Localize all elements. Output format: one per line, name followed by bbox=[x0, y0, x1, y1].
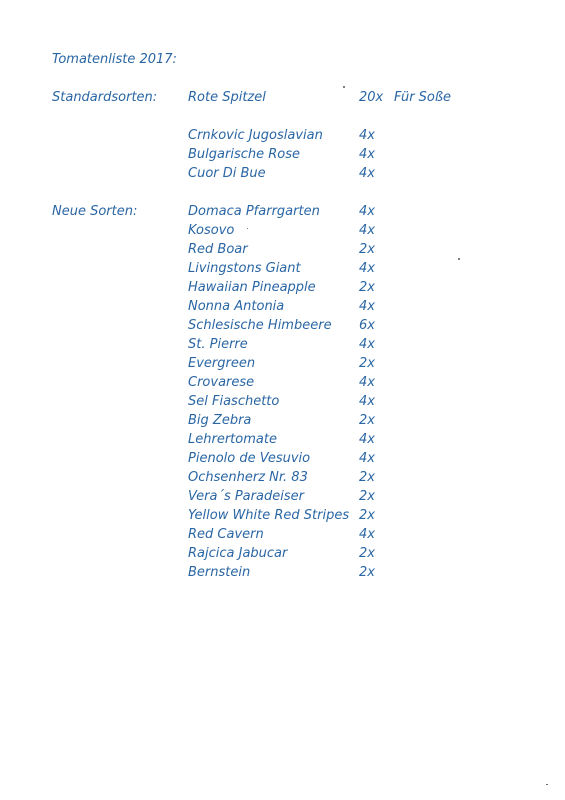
list-row bbox=[0, 413, 565, 432]
variety-quantity: 2x bbox=[359, 413, 375, 428]
variety-quantity: 2x bbox=[359, 489, 375, 504]
list-row bbox=[0, 90, 565, 109]
list-row bbox=[0, 166, 565, 185]
scan-speck bbox=[247, 228, 248, 229]
variety-quantity: 4x bbox=[359, 128, 375, 143]
variety-name: Rajcica Jabucar bbox=[188, 546, 288, 561]
variety-quantity: 4x bbox=[359, 337, 375, 352]
variety-quantity: 4x bbox=[359, 394, 375, 409]
list-row bbox=[0, 261, 565, 280]
variety-name: Yellow White Red Stripes bbox=[188, 508, 350, 523]
list-row bbox=[0, 470, 565, 489]
list-row bbox=[0, 489, 565, 508]
variety-quantity: 2x bbox=[359, 546, 375, 561]
variety-quantity: 2x bbox=[359, 356, 375, 371]
variety-quantity: 4x bbox=[359, 299, 375, 314]
variety-quantity: 4x bbox=[359, 204, 375, 219]
variety-name: Big Zebra bbox=[188, 413, 252, 428]
variety-name: Schlesische Himbeere bbox=[188, 318, 332, 333]
variety-quantity: 2x bbox=[359, 242, 375, 257]
scan-speck bbox=[458, 258, 460, 260]
variety-quantity: 2x bbox=[359, 280, 375, 295]
variety-quantity: 2x bbox=[359, 565, 375, 580]
list-row bbox=[0, 223, 565, 242]
variety-quantity: 4x bbox=[359, 166, 375, 181]
variety-quantity: 4x bbox=[359, 261, 375, 276]
variety-quantity: 2x bbox=[359, 508, 375, 523]
variety-quantity: 4x bbox=[359, 432, 375, 447]
variety-name: Kosovo bbox=[188, 223, 235, 238]
variety-name: Red Cavern bbox=[188, 527, 264, 542]
variety-name: Cuor Di Bue bbox=[188, 166, 266, 181]
variety-name: Crnkovic Jugoslavian bbox=[188, 128, 323, 143]
scan-speck bbox=[343, 86, 345, 88]
list-row bbox=[0, 299, 565, 318]
list-row bbox=[0, 394, 565, 413]
variety-quantity: 2x bbox=[359, 470, 375, 485]
variety-name: Bulgarische Rose bbox=[188, 147, 300, 162]
variety-name: Evergreen bbox=[188, 356, 256, 371]
list-row bbox=[0, 432, 565, 451]
page-title: Tomatenliste 2017: bbox=[52, 52, 177, 67]
variety-name: Pienolo de Vesuvio bbox=[188, 451, 311, 466]
variety-quantity: 20x bbox=[359, 90, 384, 105]
list-row bbox=[0, 375, 565, 394]
variety-quantity: 4x bbox=[359, 375, 375, 390]
variety-name: St. Pierre bbox=[188, 337, 248, 352]
variety-name: Bernstein bbox=[188, 565, 251, 580]
variety-name: Crovarese bbox=[188, 375, 255, 390]
list-row bbox=[0, 527, 565, 546]
list-row bbox=[0, 128, 565, 147]
variety-name: Ochsenherz Nr. 83 bbox=[188, 470, 308, 485]
variety-name: Sel Fiaschetto bbox=[188, 394, 280, 409]
variety-name: Red Boar bbox=[188, 242, 248, 257]
variety-quantity: 4x bbox=[359, 223, 375, 238]
list-row bbox=[0, 451, 565, 470]
list-row bbox=[0, 318, 565, 337]
section-label-new: Neue Sorten: bbox=[52, 204, 138, 219]
variety-name: Domaca Pfarrgarten bbox=[188, 204, 320, 219]
variety-name: Vera´s Paradeiser bbox=[188, 489, 304, 504]
variety-quantity: 4x bbox=[359, 527, 375, 542]
list-row bbox=[0, 546, 565, 565]
variety-note: Für Soße bbox=[394, 90, 452, 105]
variety-name: Nonna Antonia bbox=[188, 299, 285, 314]
variety-name: Lehrertomate bbox=[188, 432, 277, 447]
variety-quantity: 6x bbox=[359, 318, 375, 333]
list-row bbox=[0, 242, 565, 261]
list-row bbox=[0, 280, 565, 299]
variety-name: Hawaiian Pineapple bbox=[188, 280, 316, 295]
variety-name: Rote Spitzel bbox=[188, 90, 266, 105]
list-row bbox=[0, 565, 565, 584]
list-row bbox=[0, 204, 565, 223]
list-row bbox=[0, 356, 565, 375]
scan-speck bbox=[546, 784, 548, 785]
section-label-standard: Standardsorten: bbox=[52, 90, 158, 105]
list-row bbox=[0, 147, 565, 166]
variety-quantity: 4x bbox=[359, 451, 375, 466]
list-row bbox=[0, 508, 565, 527]
variety-quantity: 4x bbox=[359, 147, 375, 162]
list-row bbox=[0, 337, 565, 356]
variety-name: Livingstons Giant bbox=[188, 261, 301, 276]
